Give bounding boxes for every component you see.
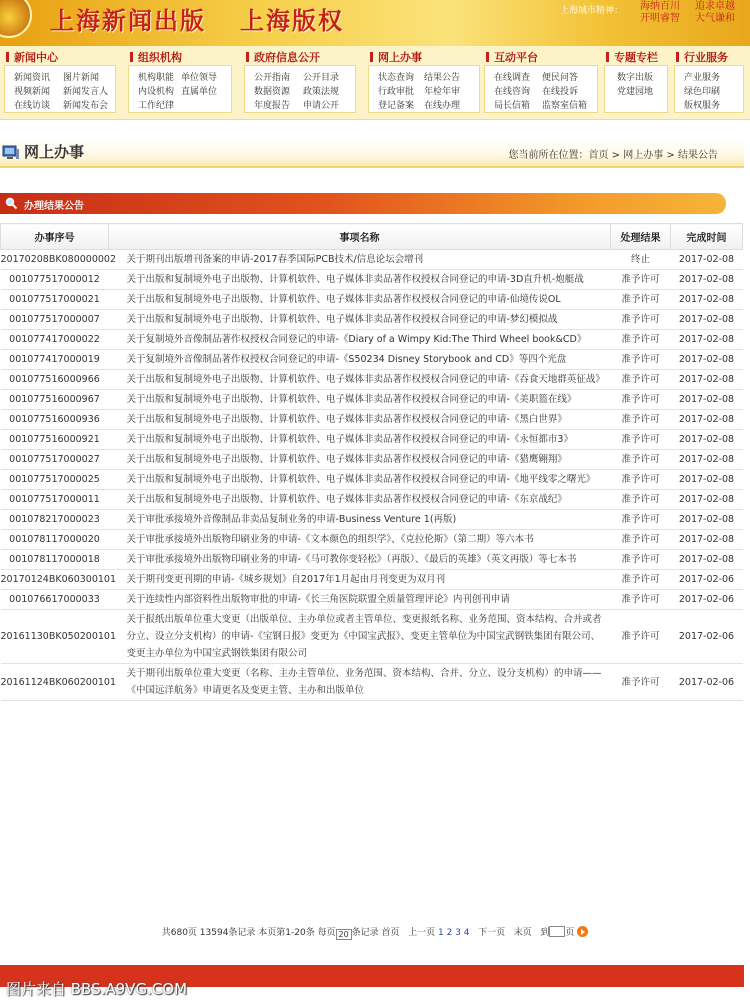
row-result: 准予许可 (611, 510, 671, 530)
row-name[interactable]: 关于复制境外音像制品著作权授权合同登记的申请-《S50234 Disney Storybook and CD》等四个光盘 (109, 350, 611, 370)
table-row (1, 570, 743, 590)
row-date: 2017-02-06 (671, 610, 743, 664)
nav-head[interactable]: 组织机构 (130, 49, 182, 65)
nav-link[interactable]: 结果公告 (424, 73, 461, 83)
pager-page-3[interactable]: 3 (455, 928, 461, 938)
nav-link[interactable]: 新闻发言人 (63, 87, 109, 97)
nav-link[interactable]: 监察室信箱 (542, 101, 588, 111)
nav-group-industry (670, 46, 750, 120)
nav-link[interactable]: 在线调查 (494, 73, 531, 83)
watermark: 图片来自 BBS.A9VG.COM (6, 980, 188, 998)
pager-summary: 共680页 13594条记录 本页第1-20条 每页 (161, 928, 336, 938)
nav-box (128, 65, 232, 113)
row-date: 2017-02-08 (671, 530, 743, 550)
nav-link[interactable]: 公开指南 (254, 73, 291, 83)
row-result: 准予许可 (611, 430, 671, 450)
nav-link[interactable]: 政策法规 (303, 87, 340, 97)
nav-link[interactable]: 便民问答 (542, 73, 579, 83)
row-id: 001077516000966 (1, 370, 109, 390)
row-result: 准予许可 (611, 470, 671, 490)
table-row (1, 410, 743, 430)
nav-box (244, 65, 356, 113)
row-result: 准予许可 (611, 390, 671, 410)
nav-link[interactable]: 新闻发布会 (63, 101, 109, 111)
row-result: 准予许可 (611, 530, 671, 550)
nav-link[interactable]: 局长信箱 (494, 101, 531, 111)
nav-link[interactable]: 状态查询 (378, 73, 415, 83)
col-header-date: 完成时间 (671, 224, 743, 250)
row-date: 2017-02-06 (671, 570, 743, 590)
site-banner (0, 0, 750, 46)
row-id: 001076617000033 (1, 590, 109, 610)
row-result: 准予许可 (611, 450, 671, 470)
row-id: 001077417000022 (1, 330, 109, 350)
nav-group-online (364, 46, 486, 120)
table-row (1, 550, 743, 570)
nav-head[interactable]: 互动平台 (486, 49, 538, 65)
nav-link[interactable]: 在线办理 (424, 101, 461, 111)
nav-group-gov (240, 46, 362, 120)
nav-link[interactable]: 数字出版 (617, 73, 654, 83)
row-id: 20170124BK060300101 (1, 570, 109, 590)
table-row (1, 330, 743, 350)
breadcrumb-sep: > (608, 150, 624, 161)
nav-link[interactable]: 行政审批 (378, 87, 415, 97)
table-row (1, 290, 743, 310)
table-row (1, 450, 743, 470)
table-row (1, 530, 743, 550)
row-date: 2017-02-08 (671, 270, 743, 290)
row-result: 准予许可 (611, 590, 671, 610)
row-result: 准予许可 (611, 550, 671, 570)
row-id: 001077517000027 (1, 450, 109, 470)
row-id: 001077417000019 (1, 350, 109, 370)
nav-head[interactable]: 政府信息公开 (246, 49, 320, 65)
table-body (1, 250, 743, 701)
nav-link[interactable]: 图片新闻 (63, 73, 100, 83)
emblem-icon (0, 0, 32, 38)
breadcrumb-current: 结果公告 (678, 150, 718, 161)
nav-link[interactable]: 工作纪律 (138, 101, 175, 111)
nav-head[interactable]: 网上办事 (370, 49, 422, 65)
row-name[interactable]: 关于出版和复制境外电子出版物、计算机软件、电子媒体非卖品著作权授权合同登记的申请-《地平线零之曙光》 (109, 470, 611, 490)
nav-link[interactable]: 党建园地 (617, 87, 654, 97)
city-spirit-label: 上海城市精神： (560, 6, 624, 16)
row-result: 准予许可 (611, 350, 671, 370)
row-id: 001077516000967 (1, 390, 109, 410)
row-name[interactable]: 关于连续性内部资料性出版物审批的申请-《长三角医院联盟全质量管理评论》内刊创刊申请 (109, 590, 611, 610)
row-id: 001077517000007 (1, 310, 109, 330)
results-table (0, 223, 743, 701)
row-name[interactable]: 关于出版和复制境外电子出版物、计算机软件、电子媒体非卖品著作权授权合同登记的申请-《猎鹰翱翔》 (109, 450, 611, 470)
table-row (1, 664, 743, 701)
row-date: 2017-02-08 (671, 390, 743, 410)
nav-link[interactable]: 新闻资讯 (14, 73, 51, 83)
pager-first[interactable]: 首页 (381, 928, 400, 938)
breadcrumb (509, 146, 719, 161)
nav-group-special (600, 46, 672, 120)
row-name[interactable]: 关于出版和复制境外电子出版物、计算机软件、电子媒体非卖品著作权授权合同登记的申请-梦幻模拟战 (109, 310, 611, 330)
per-page-input[interactable]: 20 (336, 929, 352, 940)
breadcrumb-prefix: 您当前所在位置： (508, 150, 589, 161)
row-date: 2017-02-08 (671, 470, 743, 490)
nav-link[interactable]: 数据资源 (254, 87, 291, 97)
nav-link[interactable]: 登记备案 (378, 101, 415, 111)
row-date: 2017-02-08 (671, 430, 743, 450)
table-row (1, 310, 743, 330)
row-name[interactable]: 关于出版和复制境外电子出版物、计算机软件、电子媒体非卖品著作权授权合同登记的申请-《东京战纪》 (109, 490, 611, 510)
table-row (1, 250, 743, 270)
row-name[interactable]: 关于期刊变更刊期的申请-《城乡规划》自2017年1月起由月刊变更为双月刊 (109, 570, 611, 590)
row-result: 准予许可 (611, 570, 671, 590)
row-name[interactable]: 关于期刊出版单位重大变更（名称、主办主管单位、业务范围、资本结构、合并、分立、设分支机构）的申请——《中国远洋航务》申请更名及变更主管、主办和出版单位 (109, 664, 611, 701)
row-result: 准予许可 (611, 490, 671, 510)
nav-link[interactable]: 单位领导 (181, 73, 218, 83)
row-id: 20170208BK080000002 (1, 250, 109, 270)
row-date: 2017-02-08 (671, 310, 743, 330)
nav-link[interactable]: 申请公开 (303, 101, 340, 111)
result-bar-title: 办理结果公告 (24, 201, 84, 212)
breadcrumb-online[interactable]: 网上办事 (623, 150, 664, 161)
pagination (0, 925, 750, 940)
breadcrumb-home[interactable]: 首页 (588, 150, 609, 161)
nav-link[interactable]: 在线投诉 (542, 87, 579, 97)
row-name[interactable]: 关于出版和复制境外电子出版物、计算机软件、电子媒体非卖品著作权授权合同登记的申请-《永恒都市3》 (109, 430, 611, 450)
site-title-news[interactable]: 上海新闻出版 (50, 6, 206, 35)
row-result: 准予许可 (611, 664, 671, 701)
search-icon (5, 197, 18, 210)
table-header-row (1, 224, 743, 250)
table-row (1, 590, 743, 610)
main-nav (0, 46, 750, 120)
pager-per-page-suffix: 条记录 (351, 928, 379, 938)
row-date: 2017-02-08 (671, 370, 743, 390)
nav-link[interactable]: 公开目录 (303, 73, 340, 83)
row-name[interactable]: 关于审批承接境外出版物印刷业务的申请-《马可教你变轻松》（再版）、《最后的英雄》（英文再版）等七本书 (109, 550, 611, 570)
row-name[interactable]: 关于出版和复制境外电子出版物、计算机软件、电子媒体非卖品著作权授权合同登记的申请-仙境传说OL (109, 290, 611, 310)
nav-head[interactable]: 专题专栏 (606, 49, 658, 65)
row-id: 20161124BK060200101 (1, 664, 109, 701)
row-name[interactable]: 关于出版和复制境外电子出版物、计算机软件、电子媒体非卖品著作权授权合同登记的申请-《吞食天地群英征战》 (109, 370, 611, 390)
row-name[interactable]: 关于报纸出版单位重大变更（出版单位、主办单位或者主管单位、变更报纸名称、业务范围、资本结构、合并或者分立、设立分支机构）的申请-《宝钢日报》变更为《中国宝武报》、变更主管单位为中国宝武钢铁集团有限公司、变更主办单位为中国宝武钢铁集团有限公司 (109, 610, 611, 664)
table-row (1, 470, 743, 490)
row-id: 001077516000936 (1, 410, 109, 430)
nav-box (484, 65, 598, 113)
nav-link[interactable]: 直属单位 (181, 87, 218, 97)
nav-group-interact (480, 46, 604, 120)
nav-link[interactable]: 在线咨询 (494, 87, 531, 97)
pager-page-1[interactable]: 1 (437, 928, 444, 938)
table-row (1, 510, 743, 530)
row-id: 001077517000011 (1, 490, 109, 510)
col-header-name: 事项名称 (109, 224, 611, 250)
slogan-3: 开明睿智 (640, 13, 680, 24)
nav-link[interactable]: 视频新闻 (14, 87, 51, 97)
table-row (1, 610, 743, 664)
computer-icon (2, 143, 20, 161)
table-row (1, 490, 743, 510)
nav-group-org (124, 46, 238, 120)
row-date: 2017-02-08 (671, 510, 743, 530)
row-date: 2017-02-08 (671, 450, 743, 470)
nav-link[interactable]: 年度报告 (254, 101, 291, 111)
row-name[interactable]: 关于期刊出版增刊备案的申请-2017春季国际PCB技术/信息论坛会增刊 (109, 250, 611, 270)
pager-prev[interactable]: 上一页 (408, 928, 436, 938)
row-result: 准予许可 (611, 610, 671, 664)
pager-last[interactable]: 末页 (513, 928, 532, 938)
nav-head[interactable]: 新闻中心 (6, 49, 58, 65)
nav-link[interactable]: 版权服务 (684, 101, 721, 111)
section-title: 网上办事 (24, 143, 85, 161)
nav-link[interactable]: 产业服务 (684, 73, 721, 83)
go-arrow-icon[interactable] (577, 926, 588, 937)
nav-box (4, 65, 116, 113)
table-row (1, 270, 743, 290)
table-row (1, 370, 743, 390)
section-header (0, 138, 744, 168)
nav-link[interactable]: 年检年审 (424, 87, 461, 97)
row-date: 2017-02-06 (671, 590, 743, 610)
row-date: 2017-02-08 (671, 250, 743, 270)
row-date: 2017-02-08 (671, 410, 743, 430)
nav-box (368, 65, 480, 113)
nav-link[interactable]: 内设机构 (138, 87, 175, 97)
pager-next[interactable]: 下一页 (478, 928, 506, 938)
row-name[interactable]: 关于复制境外音像制品著作权授权合同登记的申请-《Diary of a Wimpy Kid:The Third Wheel book&CD》 (109, 330, 611, 350)
row-name[interactable]: 关于出版和复制境外电子出版物、计算机软件、电子媒体非卖品著作权授权合同登记的申请-《黑白世界》 (109, 410, 611, 430)
site-title-copyright[interactable]: 上海版权 (240, 6, 344, 35)
table-row (1, 350, 743, 370)
table-row (1, 430, 743, 450)
row-id: 001077517000012 (1, 270, 109, 290)
row-date: 2017-02-08 (671, 490, 743, 510)
row-result: 准予许可 (611, 290, 671, 310)
row-date: 2017-02-08 (671, 330, 743, 350)
row-id: 20161130BK050200101 (1, 610, 109, 664)
slogan-4: 大气谦和 (695, 13, 735, 24)
row-result: 准予许可 (611, 370, 671, 390)
pager-goto-prefix: 到 (540, 928, 550, 938)
goto-page-input[interactable] (549, 926, 565, 937)
pager-page-2[interactable]: 2 (446, 928, 453, 938)
row-result: 准予许可 (611, 270, 671, 290)
slogan-2: 追求卓越 (695, 1, 735, 12)
pager-page-4[interactable]: 4 (463, 928, 470, 938)
row-id: 001077516000921 (1, 430, 109, 450)
row-name[interactable]: 关于审批承接境外出版物印刷业务的申请-《文本颜色的组织学》、《克拉伦斯》（第二期）等六本书 (109, 530, 611, 550)
row-name[interactable]: 关于出版和复制境外电子出版物、计算机软件、电子媒体非卖品著作权授权合同登记的申请-3D直升机-炮艇战 (109, 270, 611, 290)
col-header-id: 办事序号 (1, 224, 109, 250)
nav-group-news (0, 46, 122, 120)
city-spirit (560, 0, 750, 46)
nav-box (674, 65, 744, 113)
row-date: 2017-02-08 (671, 350, 743, 370)
row-id: 001078117000018 (1, 550, 109, 570)
nav-link[interactable]: 机构职能 (138, 73, 175, 83)
table-row (1, 390, 743, 410)
row-name[interactable]: 关于审批承接境外音像制品非卖品复制业务的申请-Business Venture 1(再版) (109, 510, 611, 530)
breadcrumb-sep: > (663, 150, 678, 161)
row-date: 2017-02-08 (671, 550, 743, 570)
nav-box (604, 65, 668, 113)
pager-goto-suffix: 页 (565, 928, 575, 938)
row-id: 001077517000021 (1, 290, 109, 310)
row-result: 准予许可 (611, 310, 671, 330)
row-date: 2017-02-08 (671, 290, 743, 310)
row-name[interactable]: 关于出版和复制境外电子出版物、计算机软件、电子媒体非卖品著作权授权合同登记的申请-《美职篮在线》 (109, 390, 611, 410)
row-id: 001078117000020 (1, 530, 109, 550)
nav-link[interactable]: 在线访谈 (14, 101, 51, 111)
nav-head[interactable]: 行业服务 (676, 49, 728, 65)
nav-link[interactable]: 绿色印刷 (684, 87, 721, 97)
row-result: 准予许可 (611, 330, 671, 350)
result-announcement-bar (0, 193, 726, 214)
row-id: 001077517000025 (1, 470, 109, 490)
col-header-result: 处理结果 (611, 224, 671, 250)
row-result: 终止 (611, 250, 671, 270)
slogan-1: 海纳百川 (640, 1, 680, 12)
row-result: 准予许可 (611, 410, 671, 430)
row-id: 001078217000023 (1, 510, 109, 530)
row-date: 2017-02-06 (671, 664, 743, 701)
